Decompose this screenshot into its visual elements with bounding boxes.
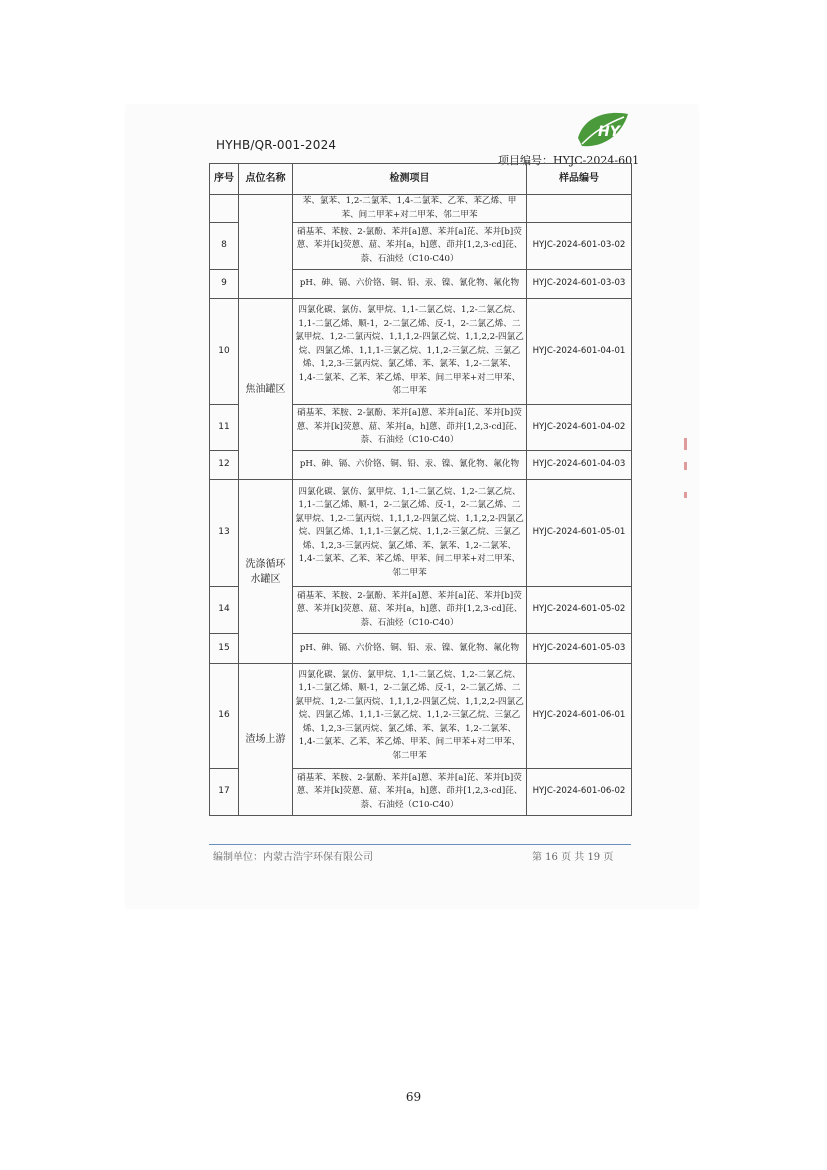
sample-cell: HYJC-2024-601-03-03 bbox=[527, 270, 632, 299]
seq-cell: 15 bbox=[210, 634, 239, 664]
items-cell: pH、砷、镉、六价铬、铜、铅、汞、镍、氰化物、氟化物 bbox=[293, 634, 527, 664]
seq-cell: 14 bbox=[210, 587, 239, 634]
header-location: 点位名称 bbox=[239, 164, 293, 195]
sample-cell: HYJC-2024-601-04-01 bbox=[527, 299, 632, 405]
items-cell: 四氯化碳、氯仿、氯甲烷、1,1-二氯乙烷、1,2-二氯乙烷、1,1-二氯乙烯、顺-1，2-二氯乙烯、反-1，2-二氯乙烯、二氯甲烷、1,2-二氯丙烷、1,1,1,2-四氯乙烷、1,1,2,2-四氯乙烷、四氯乙烯、1,1,1-三氯乙烷、1,1,2-三氯乙烷、三氯乙烯、1,2,3-三氯丙烷、氯乙烯、苯、氯苯、1,2-二氯苯、1,4-二氯苯、乙苯、苯乙烯、甲苯、间二甲苯+对二甲苯、邻二甲苯 bbox=[293, 664, 527, 769]
edge-mark bbox=[684, 462, 687, 470]
sample-cell: HYJC-2024-601-06-02 bbox=[527, 769, 632, 816]
seq-cell: 11 bbox=[210, 405, 239, 451]
table-header-row bbox=[210, 164, 632, 195]
seq-cell: 12 bbox=[210, 451, 239, 480]
footer-page-info: 第 16 页 共 19 页 bbox=[532, 852, 614, 863]
items-cell: 硝基苯、苯胺、2-氯酚、苯并[a]蒽、苯并[a]芘、苯并[b]荧蒽、苯并[k]荧蒽、䓛、苯并[a，h]蒽、茚并[1,2,3-cd]芘、萘、石油烃（C10-C40） bbox=[293, 587, 527, 634]
items-cell: 四氯化碳、氯仿、氯甲烷、1,1-二氯乙烷、1,2-二氯乙烷、1,1-二氯乙烯、顺-1，2-二氯乙烯、反-1，2-二氯乙烯、二氯甲烷、1,2-二氯丙烷、1,1,1,2-四氯乙烷、1,1,2,2-四氯乙烷、四氯乙烯、1,1,1-三氯乙烷、1,1,2-三氯乙烷、三氯乙烯、1,2,3-三氯丙烷、氯乙烯、苯、氯苯、1,2-二氯苯、1,4-二氯苯、乙苯、苯乙烯、甲苯、间二甲苯+对二甲苯、邻二甲苯 bbox=[293, 299, 527, 405]
sample-table bbox=[209, 163, 632, 816]
sample-cell: HYJC-2024-601-05-03 bbox=[527, 634, 632, 664]
sample-cell: HYJC-2024-601-06-01 bbox=[527, 664, 632, 769]
items-cell: pH、砷、镉、六价铬、铜、铅、汞、镍、氰化物、氟化物 bbox=[293, 270, 527, 299]
edge-mark bbox=[684, 438, 687, 450]
table-row bbox=[210, 195, 632, 223]
seq-cell: 17 bbox=[210, 769, 239, 816]
footer-divider bbox=[209, 844, 631, 845]
seq-cell bbox=[210, 195, 239, 223]
location-cell: 洗涤循环水罐区 bbox=[239, 480, 293, 664]
table-row bbox=[210, 664, 632, 769]
header-seq: 序号 bbox=[210, 164, 239, 195]
header-sample: 样品编号 bbox=[527, 164, 632, 195]
seq-cell: 13 bbox=[210, 480, 239, 587]
items-cell: 硝基苯、苯胺、2-氯酚、苯并[a]蒽、苯并[a]芘、苯并[b]荧蒽、苯并[k]荧蒽、䓛、苯并[a，h]蒽、茚并[1,2,3-cd]芘、萘、石油烃（C10-C40） bbox=[293, 223, 527, 270]
sample-cell bbox=[527, 195, 632, 223]
seq-cell: 10 bbox=[210, 299, 239, 405]
header-items: 检测项目 bbox=[293, 164, 527, 195]
svg-text:HY: HY bbox=[598, 124, 620, 140]
seq-cell: 16 bbox=[210, 664, 239, 769]
location-cell bbox=[239, 195, 293, 299]
project-number: 项目编号：HYJC-2024-601 bbox=[498, 154, 640, 167]
sample-cell: HYJC-2024-601-04-03 bbox=[527, 451, 632, 480]
table-row bbox=[210, 299, 632, 405]
table-row bbox=[210, 480, 632, 587]
items-cell: 四氯化碳、氯仿、氯甲烷、1,1-二氯乙烷、1,2-二氯乙烷、1,1-二氯乙烯、顺-1，2-二氯乙烯、反-1，2-二氯乙烯、二氯甲烷、1,2-二氯丙烷、1,1,1,2-四氯乙烷、1,1,2,2-四氯乙烷、四氯乙烯、1,1,1-三氯乙烷、1,1,2-三氯乙烷、三氯乙烯、1,2,3-三氯丙烷、氯乙烯、苯、氯苯、1,2-二氯苯、1,4-二氯苯、乙苯、苯乙烯、甲苯、间二甲苯+对二甲苯、邻二甲苯 bbox=[293, 480, 527, 587]
seq-cell: 8 bbox=[210, 223, 239, 270]
sample-cell: HYJC-2024-601-03-02 bbox=[527, 223, 632, 270]
footer-unit: 编制单位：内蒙古浩宇环保有限公司 bbox=[213, 852, 373, 863]
items-cell: pH、砷、镉、六价铬、铜、铅、汞、镍、氰化物、氟化物 bbox=[293, 451, 527, 480]
document-code: HYHB/QR-001-2024 bbox=[216, 138, 337, 152]
sample-cell: HYJC-2024-601-05-01 bbox=[527, 480, 632, 587]
location-cell: 渣场上游 bbox=[239, 664, 293, 816]
sample-cell: HYJC-2024-601-04-02 bbox=[527, 405, 632, 451]
seq-cell: 9 bbox=[210, 270, 239, 299]
page-number: 69 bbox=[405, 1090, 422, 1104]
items-cell: 苯、氯苯、1,2-二氯苯、1,4-二氯苯、乙苯、苯乙烯、甲苯、间二甲苯+对二甲苯、邻二甲苯 bbox=[293, 195, 527, 223]
sample-cell: HYJC-2024-601-05-02 bbox=[527, 587, 632, 634]
company-logo-icon bbox=[574, 108, 630, 152]
items-cell: 硝基苯、苯胺、2-氯酚、苯并[a]蒽、苯并[a]芘、苯并[b]荧蒽、苯并[k]荧蒽、䓛、苯并[a，h]蒽、茚并[1,2,3-cd]芘、萘、石油烃（C10-C40） bbox=[293, 769, 527, 816]
items-cell: 硝基苯、苯胺、2-氯酚、苯并[a]蒽、苯并[a]芘、苯并[b]荧蒽、苯并[k]荧蒽、䓛、苯并[a，h]蒽、茚并[1,2,3-cd]芘、萘、石油烃（C10-C40） bbox=[293, 405, 527, 451]
location-cell: 焦油罐区 bbox=[239, 299, 293, 480]
edge-mark bbox=[684, 492, 687, 498]
